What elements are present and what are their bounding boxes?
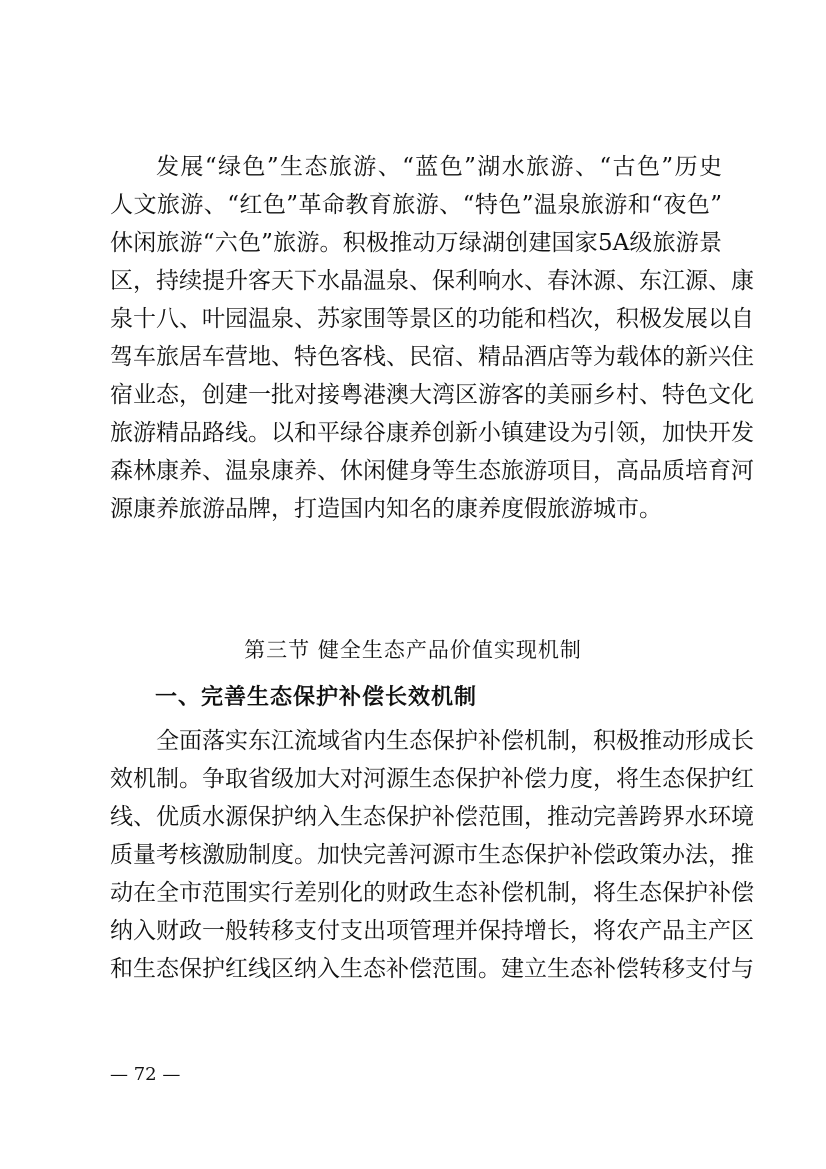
text-line: 纳入财政一般转移支付支出项管理并保持增长，将农产品主产区 <box>110 918 754 944</box>
text-line: 宿业态，创建一批对接粤港澳大湾区游客的美丽乡村、特色文化 <box>110 382 754 408</box>
text-line: 驾车旅居车营地、特色客栈、民宿、精品酒店等为载体的新兴住 <box>110 344 754 370</box>
text-line: 源康养旅游品牌，打造国内知名的康养度假旅游城市。 <box>110 496 662 522</box>
text-line: 质量考核激励制度。加快完善河源市生态保护补偿政策办法，推 <box>110 842 754 868</box>
text-line: 休闲旅游“六色”旅游。积极推动万绿湖创建国家5A级旅游景 <box>110 230 722 256</box>
text-line: 线、优质水源保护纳入生态保护补偿范围，推动完善跨界水环境 <box>110 804 754 830</box>
text-line: 和生态保护红线区纳入生态补偿范围。建立生态补偿转移支付与 <box>110 956 754 982</box>
page-number: — 72 — <box>110 1064 181 1085</box>
paragraph-eco-compensation <box>110 722 754 988</box>
text-line: 动在全市范围实行差别化的财政生态补偿机制，将生态保护补偿 <box>110 880 754 906</box>
section-title: 第三节 健全生态产品价值实现机制 <box>244 638 582 662</box>
text-line: 全面落实东江流域省内生态保护补偿机制，积极推动形成长 <box>156 728 754 754</box>
text-line: 效机制。争取省级加大对河源生态保护补偿力度，将生态保护红 <box>110 766 754 792</box>
text-line: 发展“绿色”生态旅游、“蓝色”湖水旅游、“古色”历史 <box>156 154 722 180</box>
paragraph-eco-tourism <box>110 148 754 528</box>
text-line: 区，持续提升客天下水晶温泉、保利响水、春沐源、东江源、康 <box>110 268 754 294</box>
text-line: 人文旅游、“红色”革命教育旅游、“特色”温泉旅游和“夜色” <box>110 192 722 218</box>
text-line: 泉十八、叶园温泉、苏家围等景区的功能和档次，积极发展以自 <box>110 306 754 332</box>
text-line: 旅游精品路线。以和平绿谷康养创新小镇建设为引领，加快开发 <box>110 420 754 446</box>
subsection-heading: 一、完善生态保护补偿长效机制 <box>155 685 478 710</box>
text-line: 森林康养、温泉康养、休闲健身等生态旅游项目，高品质培育河 <box>110 458 754 484</box>
